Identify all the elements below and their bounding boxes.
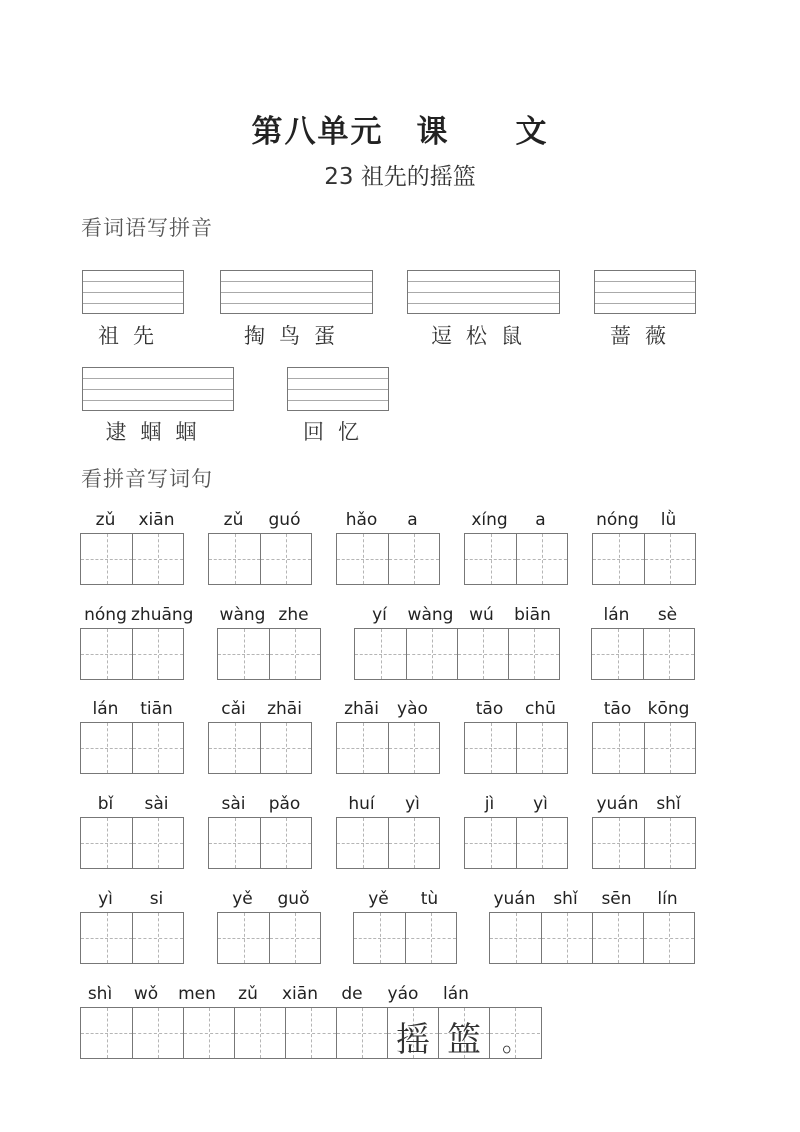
character-cell[interactable] [81, 723, 132, 773]
character-grid[interactable] [489, 912, 695, 964]
character-grid[interactable] [592, 533, 696, 585]
character-grid[interactable] [336, 817, 440, 869]
character-cell[interactable] [132, 629, 183, 679]
pinyin-prompt [464, 510, 566, 530]
character-cell[interactable] [405, 913, 456, 963]
character-cell[interactable] [643, 629, 694, 679]
pinyin-syllable: tāo [475, 699, 504, 719]
character-cell[interactable] [81, 1008, 132, 1058]
pinyin-syllable: zhāi [344, 699, 379, 719]
pinyin-answer-box[interactable] [82, 270, 184, 314]
pinyin-syllable: wàng [407, 605, 454, 625]
character-cell[interactable] [465, 534, 516, 584]
character-cell[interactable] [593, 534, 644, 584]
character-grid[interactable] [336, 533, 440, 585]
character-cell[interactable] [508, 629, 559, 679]
pinyin-syllable: pǎo [268, 794, 301, 814]
character-cell[interactable] [644, 818, 695, 868]
character-cell[interactable] [336, 1008, 387, 1058]
pinyin-syllable: tāo [603, 699, 632, 719]
character-cell[interactable] [269, 629, 320, 679]
character-cell[interactable] [489, 1008, 540, 1058]
pinyin-prompt [80, 605, 194, 625]
pinyin-syllable: xíng [471, 510, 508, 530]
pinyin-prompt [353, 889, 455, 909]
character-grid[interactable] [464, 817, 568, 869]
pinyin-syllable: lán [92, 699, 119, 719]
character-cell[interactable] [644, 723, 695, 773]
pinyin-answer-box[interactable] [287, 367, 389, 411]
character-cell[interactable] [81, 534, 132, 584]
pinyin-syllable: tiān [140, 699, 173, 719]
pinyin-syllable: hǎo [345, 510, 378, 530]
character-cell[interactable] [285, 1008, 336, 1058]
pinyin-syllable: jì [484, 794, 495, 814]
pinyin-syllable: sēn [601, 889, 632, 909]
section2-title: 看拼音写词句 [81, 467, 213, 491]
character-cell[interactable] [183, 1008, 234, 1058]
pinyin-syllable: zhe [278, 605, 309, 625]
word-label: 逮蝈蝈 [105, 420, 211, 444]
character-cell[interactable] [355, 629, 406, 679]
pinyin-prompt [217, 605, 319, 625]
character-grid[interactable] [591, 628, 695, 680]
pinyin-syllable: zhāi [267, 699, 302, 719]
character-grid[interactable] [336, 722, 440, 774]
pinyin-prompt [208, 699, 310, 719]
pinyin-syllable: yuán [596, 794, 639, 814]
character-cell[interactable] [457, 629, 508, 679]
pinyin-prompt [592, 510, 694, 530]
character-grid[interactable] [208, 533, 312, 585]
pinyin-prompt [591, 605, 693, 625]
character-cell[interactable] [644, 534, 695, 584]
pinyin-syllable: huí [348, 794, 375, 814]
character-grid[interactable] [353, 912, 457, 964]
character-cell[interactable] [516, 534, 567, 584]
character-grid[interactable] [464, 533, 568, 585]
pinyin-syllable: yào [397, 699, 428, 719]
pinyin-syllable: yì [98, 889, 113, 909]
character-cell[interactable] [388, 723, 439, 773]
pinyin-syllable: shǐ [656, 794, 681, 814]
character-cell[interactable] [592, 913, 643, 963]
character-grid[interactable] [354, 628, 560, 680]
pinyin-syllable: shì [87, 984, 113, 1004]
pinyin-syllable: yì [405, 794, 420, 814]
pinyin-syllable: zǔ [238, 984, 258, 1004]
character-cell[interactable] [218, 629, 269, 679]
character-cell[interactable] [260, 818, 311, 868]
character-cell[interactable] [388, 818, 439, 868]
pinyin-prompt [80, 889, 182, 909]
character-cell[interactable] [132, 1008, 183, 1058]
character-cell[interactable] [643, 913, 694, 963]
pinyin-prompt [80, 510, 182, 530]
character-cell[interactable] [354, 913, 405, 963]
word-label: 蔷薇 [610, 324, 680, 348]
character-cell[interactable] [234, 1008, 285, 1058]
character-cell[interactable] [406, 629, 457, 679]
pinyin-syllable: cǎi [221, 699, 246, 719]
character-cell[interactable] [592, 629, 643, 679]
character-cell[interactable] [81, 629, 132, 679]
unit-title: 第八单元 课 文 [251, 114, 549, 150]
pinyin-answer-box[interactable] [82, 367, 234, 411]
character-cell[interactable] [516, 818, 567, 868]
word-label: 回忆 [303, 420, 373, 444]
pinyin-prompt [208, 794, 310, 814]
pinyin-prompt [208, 510, 310, 530]
character-cell[interactable] [269, 913, 320, 963]
character-cell[interactable] [337, 723, 388, 773]
character-cell[interactable] [465, 723, 516, 773]
character-grid[interactable] [80, 722, 184, 774]
pinyin-syllable: nóng [596, 510, 639, 530]
pinyin-syllable: guǒ [277, 889, 310, 909]
pinyin-prompt [336, 510, 438, 530]
pinyin-answer-box[interactable] [220, 270, 373, 314]
pinyin-syllable: zǔ [223, 510, 244, 530]
section1-title: 看词语写拼音 [81, 216, 213, 240]
character-cell[interactable] [387, 1008, 438, 1058]
pinyin-syllable: men [178, 984, 216, 1004]
character-grid[interactable] [208, 722, 312, 774]
pinyin-syllable: yuán [493, 889, 536, 909]
printed-character: 摇 [396, 1020, 430, 1060]
pinyin-syllable: chū [525, 699, 556, 719]
word-label: 祖先 [98, 324, 168, 348]
pinyin-syllable: yáo [387, 984, 419, 1004]
pinyin-syllable: yí [372, 605, 387, 625]
character-cell[interactable] [337, 818, 388, 868]
pinyin-syllable: xiān [138, 510, 175, 530]
pinyin-syllable: a [407, 510, 418, 530]
pinyin-syllable: yì [533, 794, 548, 814]
pinyin-syllable: wǒ [133, 984, 159, 1004]
character-grid[interactable] [80, 628, 184, 680]
pinyin-syllable: guó [268, 510, 301, 530]
pinyin-syllable: lǜ [660, 510, 677, 530]
character-grid[interactable] [208, 817, 312, 869]
pinyin-syllable: wú [469, 605, 494, 625]
character-grid[interactable] [217, 912, 321, 964]
pinyin-syllable: de [341, 984, 363, 1004]
pinyin-syllable: lán [603, 605, 630, 625]
character-cell[interactable] [388, 534, 439, 584]
pinyin-prompt [489, 889, 693, 909]
pinyin-syllable: nóng [84, 605, 127, 625]
pinyin-syllable: xiān [282, 984, 318, 1004]
printed-character: 。 [501, 1028, 528, 1058]
pinyin-prompt [464, 794, 566, 814]
pinyin-prompt [217, 889, 319, 909]
pinyin-syllable: sài [221, 794, 246, 814]
pinyin-prompt [354, 605, 558, 625]
pinyin-prompt [336, 699, 438, 719]
character-cell[interactable] [132, 534, 183, 584]
character-cell[interactable] [260, 723, 311, 773]
pinyin-syllable: lán [443, 984, 469, 1004]
pinyin-syllable: bǐ [97, 794, 114, 814]
character-grid[interactable] [592, 722, 696, 774]
pinyin-prompt [80, 699, 182, 719]
character-cell[interactable] [593, 818, 644, 868]
character-cell[interactable] [218, 913, 269, 963]
pinyin-syllable: yě [232, 889, 253, 909]
word-label: 逗松鼠 [431, 324, 536, 348]
character-grid[interactable] [592, 817, 696, 869]
character-cell[interactable] [438, 1008, 489, 1058]
character-cell[interactable] [465, 818, 516, 868]
pinyin-answer-box[interactable] [407, 270, 560, 314]
pinyin-prompt [592, 794, 694, 814]
pinyin-syllable: lín [657, 889, 678, 909]
character-cell[interactable] [337, 534, 388, 584]
pinyin-syllable: biān [514, 605, 551, 625]
character-grid[interactable] [80, 533, 184, 585]
character-cell[interactable] [132, 818, 183, 868]
character-grid[interactable] [464, 722, 568, 774]
printed-character: 篮 [447, 1020, 481, 1060]
character-cell[interactable] [81, 818, 132, 868]
sentence-grid[interactable] [80, 1007, 542, 1059]
pinyin-syllable: kōng [647, 699, 690, 719]
character-cell[interactable] [541, 913, 592, 963]
character-cell[interactable] [132, 723, 183, 773]
lesson-title: 23 祖先的摇篮 [324, 164, 476, 190]
pinyin-prompt [592, 699, 694, 719]
character-cell[interactable] [516, 723, 567, 773]
character-grid[interactable] [217, 628, 321, 680]
pinyin-syllable: zhuāng [131, 605, 194, 625]
pinyin-syllable: si [149, 889, 164, 909]
pinyin-prompt [464, 699, 566, 719]
pinyin-prompt [80, 794, 182, 814]
character-cell[interactable] [260, 534, 311, 584]
character-cell[interactable] [209, 534, 260, 584]
sentence-pinyin [82, 984, 486, 1004]
pinyin-syllable: shǐ [553, 889, 578, 909]
pinyin-syllable: tù [420, 889, 439, 909]
pinyin-answer-box[interactable] [594, 270, 696, 314]
character-grid[interactable] [80, 912, 184, 964]
word-label: 掏鸟蛋 [244, 324, 349, 348]
pinyin-prompt [336, 794, 438, 814]
character-cell[interactable] [490, 913, 541, 963]
pinyin-syllable: zǔ [95, 510, 116, 530]
character-cell[interactable] [209, 818, 260, 868]
pinyin-syllable: a [535, 510, 546, 530]
pinyin-syllable: wàng [219, 605, 266, 625]
pinyin-syllable: yě [368, 889, 389, 909]
character-cell[interactable] [132, 913, 183, 963]
character-grid[interactable] [80, 817, 184, 869]
pinyin-syllable: sè [657, 605, 678, 625]
character-cell[interactable] [209, 723, 260, 773]
character-cell[interactable] [593, 723, 644, 773]
pinyin-syllable: sài [144, 794, 169, 814]
character-cell[interactable] [81, 913, 132, 963]
